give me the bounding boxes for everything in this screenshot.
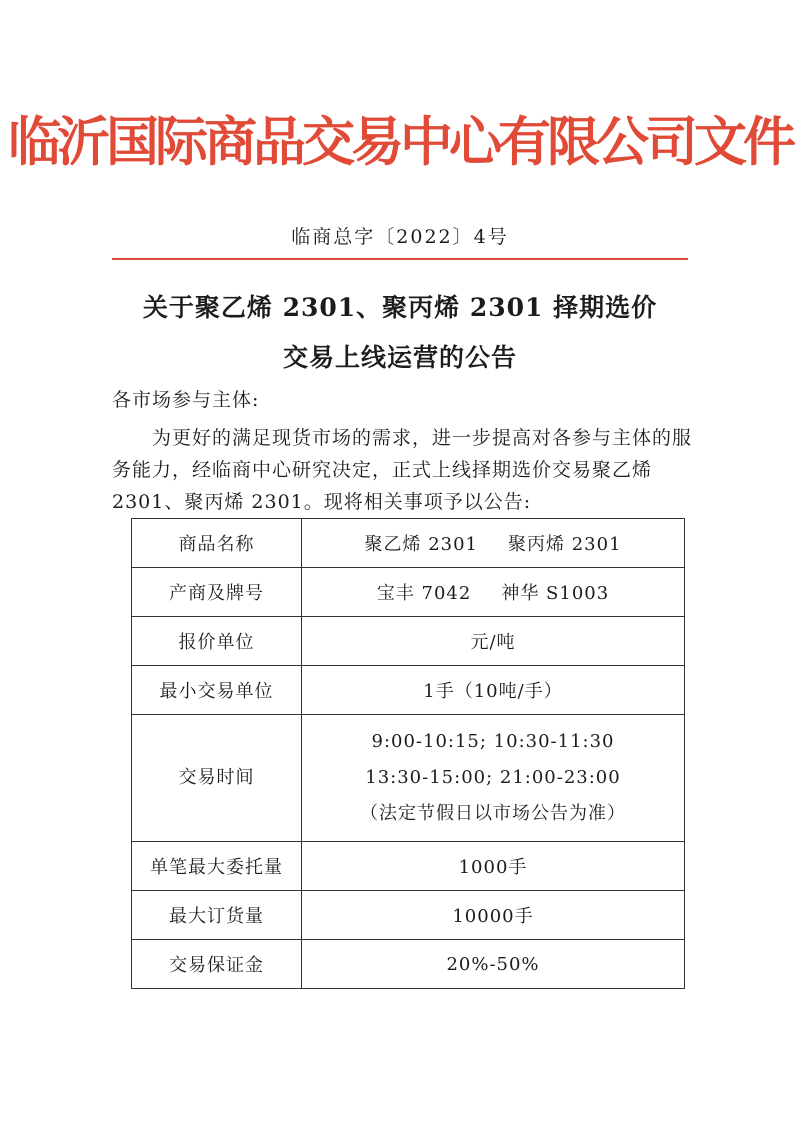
- notice-title-line-2: 交易上线运营的公告: [282, 343, 517, 372]
- product-pe: 聚乙烯 2301: [364, 534, 478, 555]
- row-label-min-trade-unit: 最小交易单位: [132, 666, 302, 715]
- body-paragraph: [112, 422, 692, 518]
- row-value-product-name: [302, 519, 685, 568]
- row-value-manufacturer: [302, 568, 685, 617]
- table-row: [132, 666, 685, 715]
- row-label-manufacturer: 产商及牌号: [132, 568, 302, 617]
- row-value-quote-unit: 元/吨: [302, 617, 685, 666]
- row-label-quote-unit: 报价单位: [132, 617, 302, 666]
- row-value-max-order: 1000手: [302, 842, 685, 891]
- trading-hours-line-1: 9:00-10:15; 10:30-11:30: [371, 731, 615, 752]
- row-label-margin: 交易保证金: [132, 940, 302, 989]
- row-label-max-position: 最大订货量: [132, 891, 302, 940]
- notice-title-line-1: 关于聚乙烯 2301、聚丙烯 2301 择期选价: [142, 293, 658, 322]
- table-row: [132, 891, 685, 940]
- brand-baofeng: 宝丰 7042: [376, 583, 472, 604]
- product-pp: 聚丙烯 2301: [508, 534, 622, 555]
- trading-hours-line-2: 13:30-15:00; 21:00-23:00: [365, 767, 621, 788]
- trading-hours-note: （法定节假日以市场公告为准）: [360, 803, 626, 824]
- document-number: 临商总字〔2022〕4号: [291, 226, 509, 248]
- table-row: [132, 568, 685, 617]
- trading-parameters-table: [131, 518, 685, 989]
- row-label-trading-hours: 交易时间: [132, 715, 302, 842]
- org-header-title: 临沂国际商品交易中心有限公司文件: [8, 111, 792, 173]
- row-label-product-name: 商品名称: [132, 519, 302, 568]
- row-value-margin: 20%-50%: [302, 940, 685, 989]
- table-row: [132, 715, 685, 842]
- table-row: [132, 842, 685, 891]
- row-value-trading-hours: [302, 715, 685, 842]
- row-value-min-trade-unit: 1手（10吨/手）: [302, 666, 685, 715]
- brand-shenhua: 神华 S1003: [501, 583, 610, 604]
- table-row: [132, 617, 685, 666]
- row-label-max-order: 单笔最大委托量: [132, 842, 302, 891]
- body-paragraph-text: 为更好的满足现货市场的需求，进一步提高对各参与主体的服务能力，经临商中心研究决定，正式上线择期选价交易聚乙烯 2301、聚丙烯 2301。现将相关事项予以公告:: [112, 427, 693, 513]
- salutation: 各市场参与主体:: [112, 389, 260, 411]
- table-row: [132, 940, 685, 989]
- red-divider-line: [112, 258, 688, 260]
- table-row: [132, 519, 685, 568]
- row-value-max-position: 10000手: [302, 891, 685, 940]
